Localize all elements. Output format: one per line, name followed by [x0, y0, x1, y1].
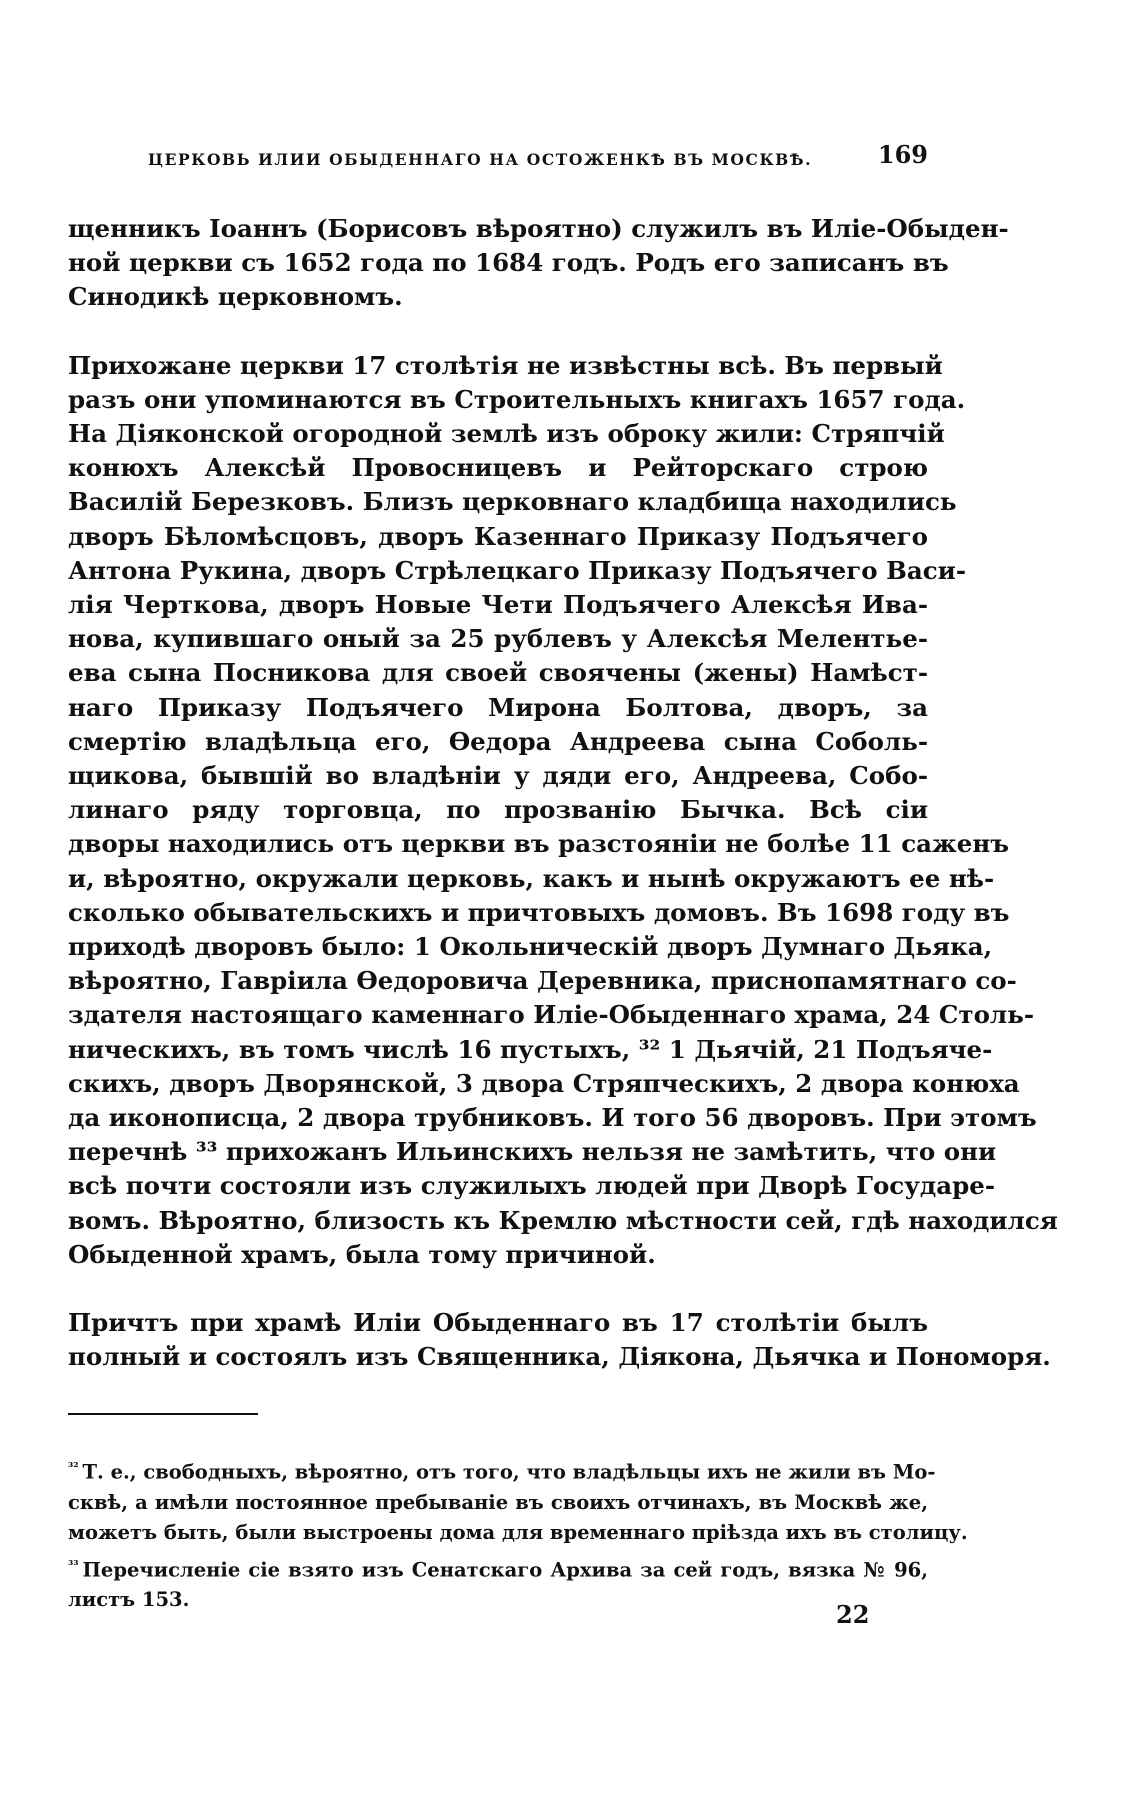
- text-line: смертію владѣльца его, Ѳедора Андреева сына Соболь-: [68, 726, 928, 756]
- text-line: перечнѣ ³³ прихожанъ Ильинскихъ нельзя не замѣтить, что они: [68, 1137, 997, 1167]
- footnote-line: листъ 153.: [68, 1588, 190, 1611]
- text-line: здателя настоящаго каменнаго Иліе-Обыденнаго храма, 24 Столь-: [68, 1000, 1035, 1030]
- text-line: скихъ, дворъ Дворянской, 3 двора Стряпческихъ, 2 двора конюха: [68, 1068, 1020, 1098]
- footnote-line: можетъ быть, были выстроены дома для временнаго пріѣзда ихъ въ столицу.: [68, 1520, 968, 1544]
- footnote-mark: ³²: [68, 1460, 79, 1474]
- text-line: полный и состоялъ изъ Священника, Діякона, Дьячка и Пономоря.: [68, 1342, 1051, 1372]
- text-line: ной церкви съ 1652 года по 1684 годъ. Родъ его записанъ въ: [68, 248, 949, 278]
- footnote-text: Т. е., свободныхъ, вѣроятно, отъ того, что владѣльцы ихъ не жили въ Мо-: [82, 1460, 936, 1484]
- text-line: Василій Березковъ. Близъ церковнаго кладбища находились: [68, 487, 957, 517]
- text-line: Антона Рукина, дворъ Стрѣлецкаго Приказу Подъячего Васи-: [68, 555, 966, 585]
- text-line: дворы находились отъ церкви въ разстояніи не болѣе 11 саженъ: [68, 829, 1010, 859]
- text-line: Прихожане церкви 17 столѣтія не извѣстны всѣ. Въ первый: [68, 350, 943, 380]
- text-line: вомъ. Вѣроятно, близость къ Кремлю мѣстности сей, гдѣ находился: [68, 1205, 1058, 1235]
- page-number: 169: [877, 140, 928, 169]
- running-head: [148, 140, 928, 176]
- text-line: Синодикѣ церковномъ.: [68, 282, 403, 312]
- signature-mark: 22: [836, 1600, 870, 1629]
- footnote-mark: ³³: [68, 1557, 79, 1572]
- text-line: вѣроятно, Гаврiила Ѳедоровича Деревника, приснопамятнаго со-: [68, 966, 1017, 996]
- text-line: ническихъ, въ томъ числѣ 16 пустыхъ, ³² 1 Дьячій, 21 Подъяче-: [68, 1034, 993, 1064]
- footnote-line: сквѣ, а имѣли постоянное пребываніе въ своихъ отчинахъ, въ Москвѣ же,: [68, 1490, 928, 1514]
- running-title: ЦЕРКОВЬ ИЛИИ ОБЫДЕННАГО НА ОСТОЖЕНКѢ ВЪ МОСКВѢ.: [148, 150, 813, 169]
- text-line: всѣ почти состояли изъ служилыхъ людей при Дворѣ Государе-: [68, 1171, 996, 1201]
- text-line: наго Приказу Подъячего Мирона Болтова, дворъ, за: [68, 692, 928, 722]
- text-line: Обыденной храмъ, была тому причиной.: [68, 1239, 656, 1269]
- paragraph-3: [68, 1306, 1051, 1374]
- text-line: нова, купившаго оный за 25 рублевъ у Алексѣя Мелентье-: [68, 624, 928, 654]
- paragraph-1: [68, 212, 1009, 315]
- text-line: да иконописца, 2 двора трубниковъ. И того 56 дворовъ. При этомъ: [68, 1103, 1037, 1133]
- text-line: щикова, бывшій во владѣніи у дяди его, Андреева, Собо-: [68, 761, 928, 791]
- footnote-line: [68, 1452, 936, 1488]
- text-line: разъ они упоминаются въ Строительныхъ книгахъ 1657 года.: [68, 384, 966, 414]
- footnote-line: [68, 1550, 928, 1586]
- paragraph-2: [68, 349, 1058, 1272]
- text-line: конюхъ Алексѣй Провосницевъ и Рейторскаго строю: [68, 453, 928, 483]
- text-line: На Діяконской огородной землѣ изъ оброку жили: Стряпчій: [68, 419, 945, 449]
- footnotes: [68, 1452, 968, 1617]
- footnote-rule: [68, 1413, 258, 1415]
- footnote-text: Перечисленіе сіе взято изъ Сенатскаго Архива за сей годъ, вязка № 96,: [82, 1558, 928, 1581]
- footnote-33: [68, 1550, 928, 1616]
- text-line: и, вѣроятно, окружали церковь, какъ и нынѣ окружаютъ ее нѣ-: [68, 863, 995, 893]
- text-line: приходѣ дворовъ было: 1 Окольническій дворъ Думнаго Дьяка,: [68, 932, 993, 962]
- text-line: щенникъ Іоаннъ (Борисовъ вѣроятно) служилъ въ Иліе-Обыден-: [68, 214, 1009, 243]
- text-line: Причтъ при храмѣ Иліи Обыденнаго въ 17 столѣтіи былъ: [68, 1308, 928, 1338]
- text-line: линаго ряду торговца, по прозванію Бычка. Всѣ сіи: [68, 795, 928, 825]
- text-line: ева сына Посникова для своей своячены (жены) Намѣст-: [68, 658, 928, 688]
- text-line: сколько обывательскихъ и причтовыхъ домовъ. Въ 1698 году въ: [68, 897, 1010, 927]
- text-line: дворъ Бѣломѣсцовъ, дворъ Казеннаго Приказу Подъячего: [68, 521, 928, 551]
- text-line: лія Черткова, дворъ Новые Чети Подъячего Алексѣя Ива-: [68, 590, 928, 620]
- footnote-32: [68, 1452, 968, 1548]
- body-text: [68, 212, 1058, 1375]
